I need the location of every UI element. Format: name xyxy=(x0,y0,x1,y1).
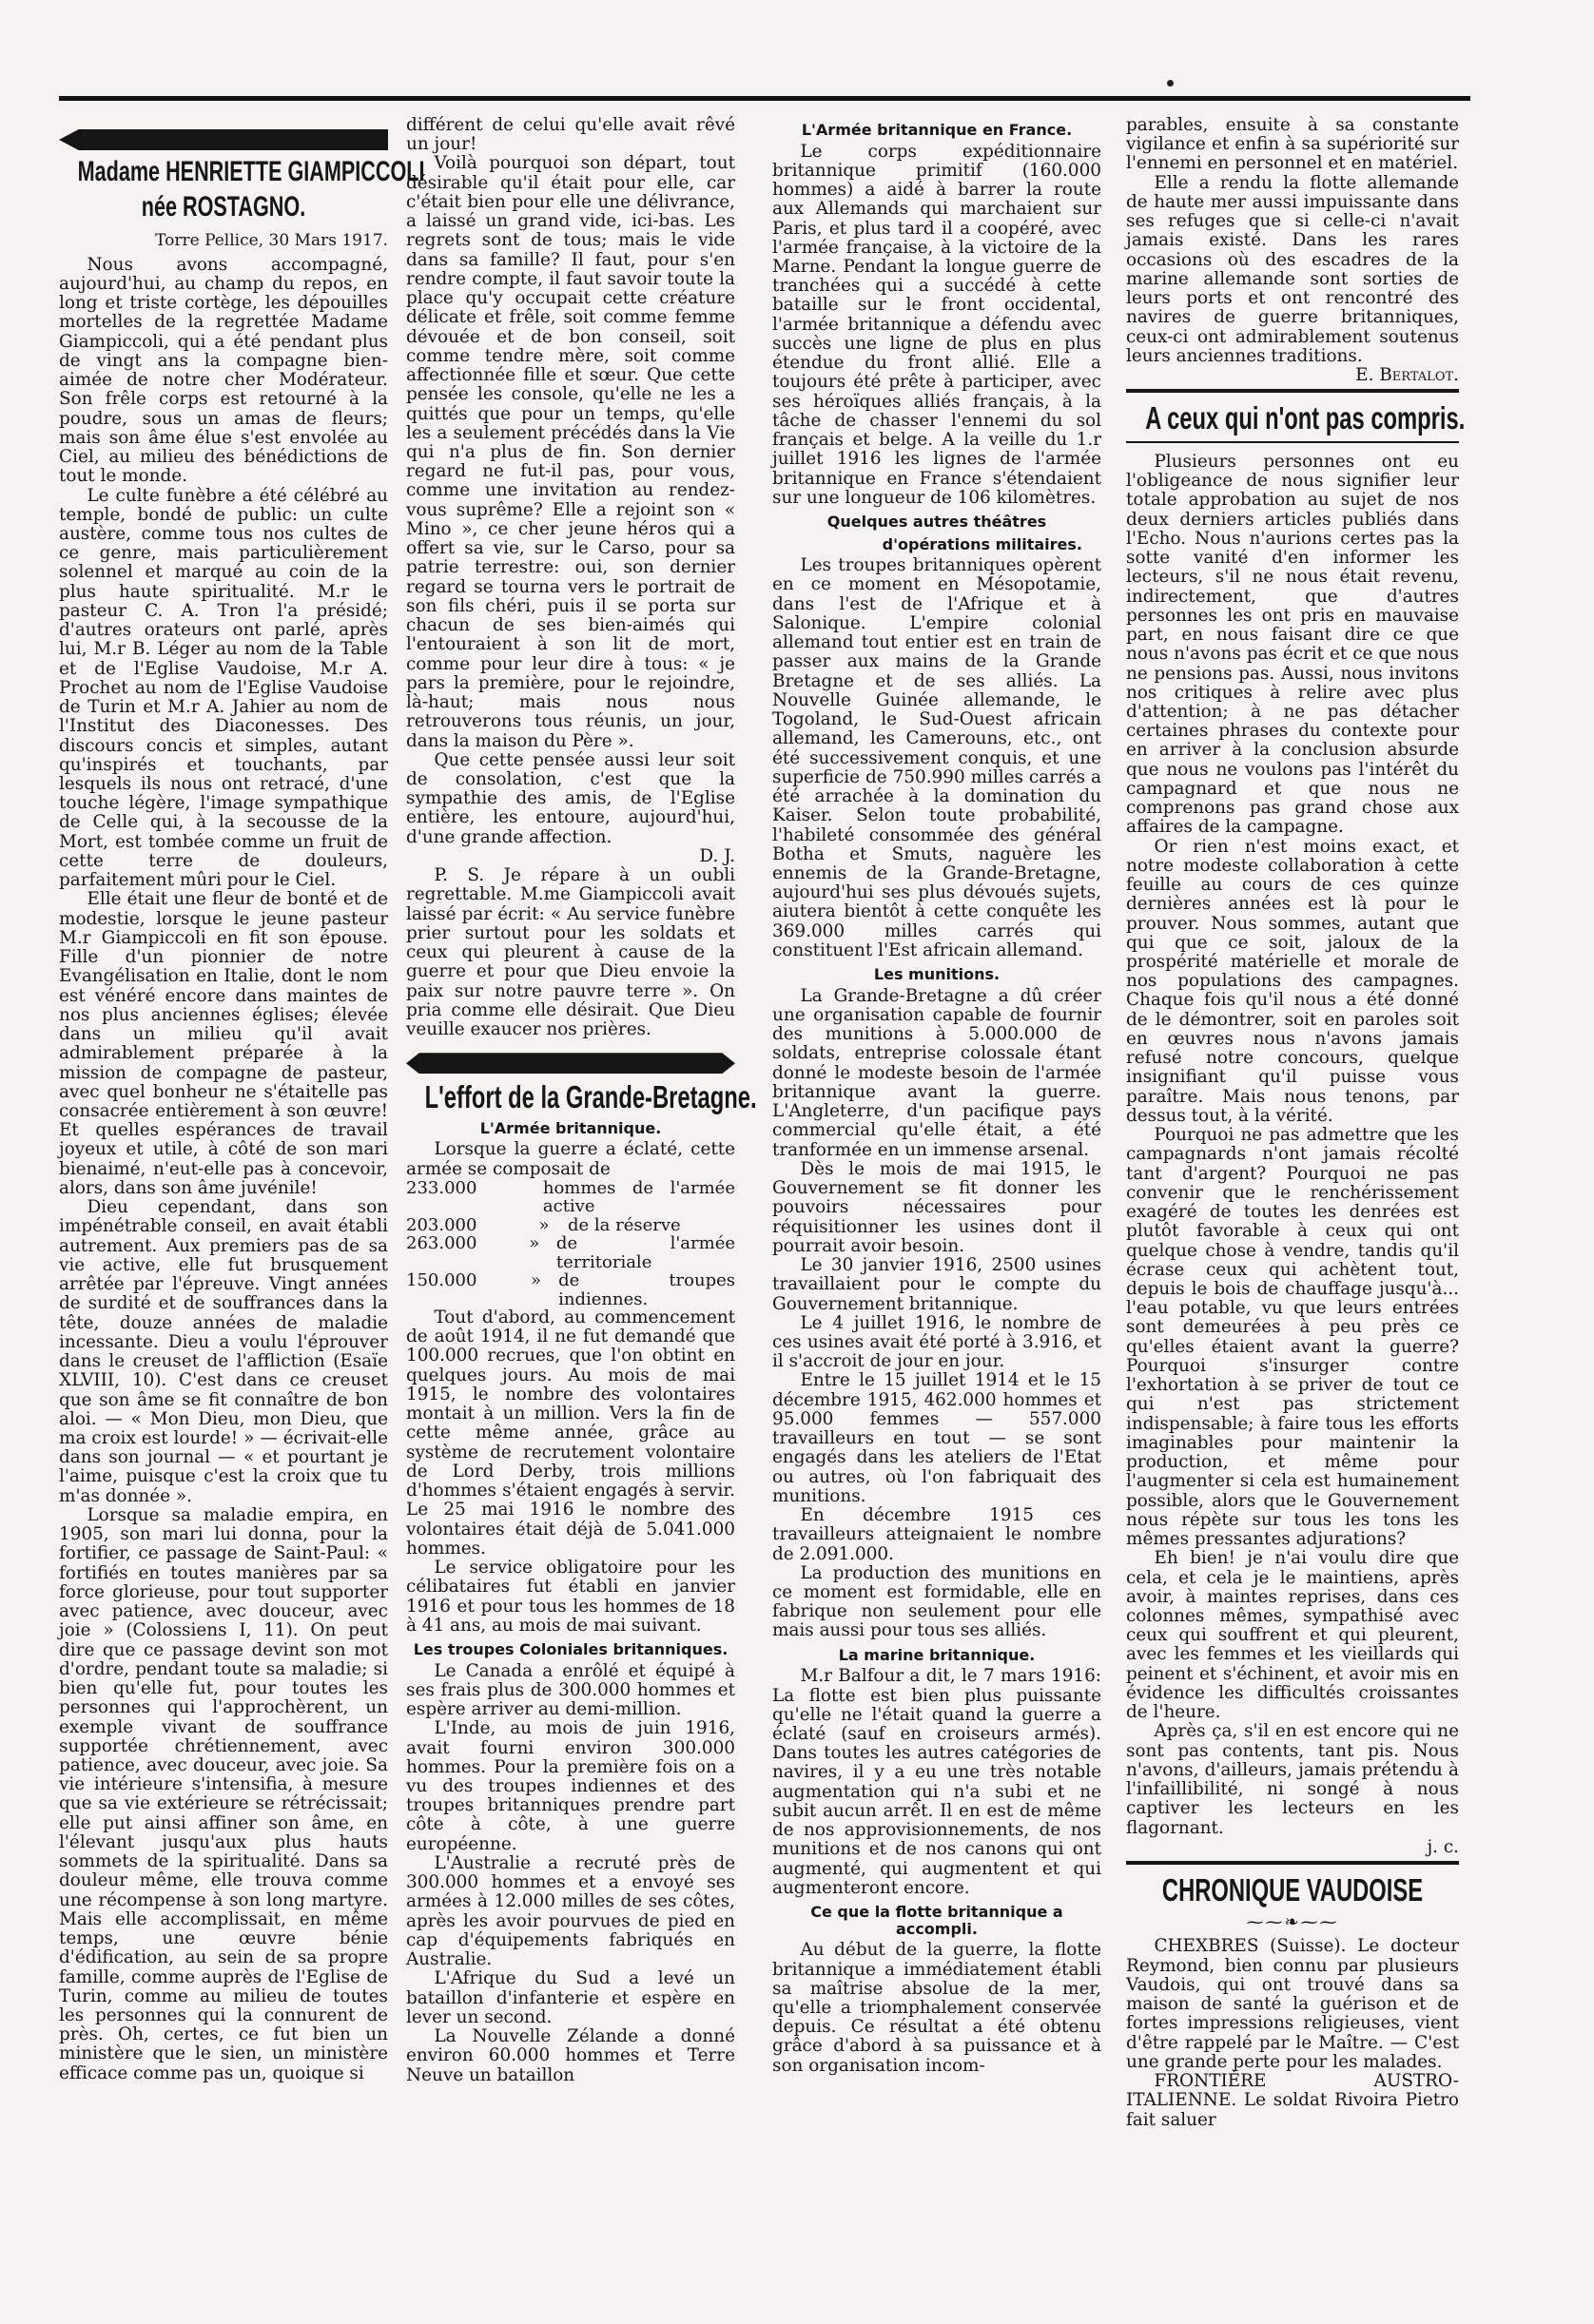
section-rule xyxy=(1126,1861,1459,1865)
chronique-title: CHRONIQUE VAUDOISE xyxy=(1161,1872,1424,1908)
top-rule xyxy=(59,96,1470,101)
column-2 xyxy=(406,115,757,2085)
article-title-grande-bretagne: L'effort de la Grande-Bretagne. xyxy=(424,1079,757,1115)
paragraph: Le service obligatoire pour les célibataires fut établi en janvier 1916 et pour tous les hommes de 18 à 41 ans, au mois de mai suivant. xyxy=(406,1558,735,1636)
dateline: Torre Pellice, 30 Mars 1917. xyxy=(155,231,388,250)
signature: E. Bertalot. xyxy=(1355,365,1459,386)
paragraph: Plusieurs personnes ont eu l'obligeance de nous signifier leur totale approbation au sujet de nos deux derniers articles publiés dans l'Echo. Nous n'aurions certes pas la sotte vanité d'en informer les lecteurs, s'il ne nous était revenu, indirectement, que d'autres personnes les ont pris en mauvaise part, en nous faisant dire ce que nous n'avons pas écrit et ce que nous ne pensions pas. Aussi, nous invitons nos critiques à relire avec plus d'attention; à ne pas détacher certaines phrases du contexte pour en arriver à la conclusion absurde que nous ne voulons pas l'intérêt du campagnard et que nous ne comprenons pas grand chose aux affaires de la campagne. xyxy=(1126,451,1459,838)
paragraph: Elle était une fleur de bonté et de modestie, lorsque le jeune pasteur M.r Giampiccoli en fit son épouse. Fille d'un pionnier de notre Evangélisation en Italie, dont le nom est vénéré encore dans maintes de nos plus anciennes églises; élevée dans un milieu qu'il avait admirablement préparée à la mission de compagne de pasteur, avec quel bonheur ne s'étaitelle pas consacrée entièrement à son œuvre! Et quelles espérances de travail joyeux et utile, à côté de son mari bienaimé, n'eut-elle pas à concevoir, alors, dans son âme juvénile! xyxy=(59,889,388,1198)
obituary-title: Madame HENRIETTE GIAMPICCOLI xyxy=(77,156,425,187)
paragraph: Le corps expéditionnaire britannique primitif (160.000 hommes) a aidé à barrer la route aux Allemands qui marchaient sur Paris, et plus tard il a coopéré, avec l'armée française, à la victoire de la Marne. Pendant la longue guerre de tranchées qui a succédé à cette bataille sur le front occidental, l'armée britannique a défendu avec succès une ligne de plus en plus étendue du front allié. Elle a toujours été prête à participer, avec ses héroïques alliés français, à la tâche de chasser l'ennemi du sol français et belge. A la veille du 1.r juillet 1916 les lignes de l'armée britannique en France s'étendaient sur une longueur de 106 kilomètres. xyxy=(772,141,1101,508)
paragraph: Dieu cependant, dans son impénétrable conseil, en avait établi autrement. Aux premiers pas de sa vie active, elle fut brusquement arrêtée par l'épreuve. Vingt années de surdité et de souffrances dans la tête, douze années de maladie incessante. Dieu a voulu l'éprouver dans le creuset de l'affliction (Esaïe XLVIII, 10). C'est dans ce creuset que son âme se fit connaître de bon aloi. — « Mon Dieu, mon Dieu, que ma croix est lourde! » — écrivait-elle dans son journal — « et pourtant je l'aime, puisque c'est la croix que tu m'as donnée ». xyxy=(59,1197,388,1506)
paragraph: L'Inde, au mois de juin 1916, avait fourni environ 300.000 hommes. Pour la première fois on a vu des troupes indiennes et des troupes britanniques prendre part côte à côte, à une guerre européenne. xyxy=(406,1718,735,1854)
column-1 xyxy=(59,116,425,2083)
paragraph: Dès le mois de mai 1915, le Gouvernement se fit donner les pouvoirs nécessaires pour réquisitionner les usines dont il pourrait avoir besoin. xyxy=(772,1158,1101,1256)
paragraph: FRONTIÈRE AUSTRO-ITALIENNE. Le soldat Rivoira Pietro fait saluer xyxy=(1126,2071,1459,2130)
paragraph: Après ça, s'il en est encore qui ne sont pas contents, tant pis. Nous n'avons, d'ailleurs, jamais prétendu à l'infaillibilité, ni songé à nous captiver les lecteurs en les flagornant. xyxy=(1126,1721,1459,1838)
paragraph: Lorsque la guerre a éclaté, cette armée se composait de xyxy=(406,1139,735,1179)
paragraph: En décembre 1915 ces travailleurs atteignaient le nombre de 2.091.000. xyxy=(772,1505,1101,1564)
section-rule xyxy=(1126,389,1459,393)
section-heading: d'opérations militaires. xyxy=(882,534,1082,553)
column-4 xyxy=(1126,115,1466,2130)
paragraph: différent de celui qu'elle avait rêvé un jour! xyxy=(406,115,735,155)
section-heading: Les troupes Coloniales britanniques. xyxy=(413,1640,729,1658)
paragraph: Eh bien! je n'ai voulu dire que cela, et cela je le maintiens, après avoir, à maintes reprises, dans ces colonnes mêmes, sympathisé avec ceux qui souffrent et qui pleurent, avec les femmes et les vieillards qui peinent et s'échinent, et avoir mis en évidence les difficultés croissantes de l'heure. xyxy=(1126,1548,1459,1723)
paragraph: Au début de la guerre, la flotte britannique a immédiatement établi sa maîtrise absolue de la mer, qu'elle a triomphalement conservée depuis. Ce résultat a été obtenu grâce d'abord à sa puissance et à son organisation incom- xyxy=(772,1940,1101,2076)
section-heading: L'Armée britannique. xyxy=(479,1118,662,1137)
paragraph: Or rien n'est moins exact, et notre modeste collaboration à cette feuille au cours de ces quinze dernières années est là pour le prouver. Nous sommes, autant que qui que ce soit, jaloux de la prospérité matérielle et morale de nos populations des campagnes. Chaque fois qu'il nous a été donné de le démontrer, soit en paroles soit en œuvres nous n'avons jamais refusé notre concours, quelque insignifiant qu'il puisse vous paraître. Mais nous tenons, par dessus tout, à la vérité. xyxy=(1126,836,1459,1126)
army-row: 263.000 » de l'armée territoriale xyxy=(406,1233,735,1272)
obituary-subtitle: née ROSTAGNO. xyxy=(141,191,306,223)
signature-initials: j. c. xyxy=(1427,1836,1459,1857)
column-3 xyxy=(772,116,1101,2076)
paragraph: Les troupes britanniques opèrent en ce moment en Mésopotamie, dans l'est de l'Afrique et à Salonique. L'empire colonial allemand tout entier est en train de passer aux mains de la Grande Bretagne et de ses alliés. La Nouvelle Guinée allemande, le Togoland, le Sud-Ouest africain allemand, les Camerouns, etc., ont été successivement conquis, et une superficie de 750.990 milles carrés a été arrachée à la domination du Kaiser. Selon toute probabilité, l'habileté consommée des général Botha et Smuts, naguère les ennemis de la Grande-Bretagne, aujourd'hui ses plus dévoués sujets, aiutera bientôt à cette conquête les 369.000 milles carrés qui constituent l'Est africain allemand. xyxy=(772,555,1101,960)
paragraph: Le culte funèbre a été célébré au temple, bondé de public: un culte austère, comme tous nos cultes de ce genre, mais particulièrement solennel et marqué au coin de la plus haute spiritualité. M.r le pasteur C. A. Tron l'a présidé; d'autres orateurs ont parlé, après lui, M.r B. Léger au nom de la Table et de l'Eglise Vaudoise, M.r A. Prochet au nom de l'Eglise Vaudoise de Turin et M.r A. Jahier au nom de l'Institut des Diaconesses. Des discours concis et simples, autant qu'inspirés et touchants, par lesquels ils nous ont retracé, d'une touche légère, l'image sympathique de Celle qui, à la secousse de la Mort, est tombée comme un fruit de cette terre de douleurs, parfaitement mûri pour le Ciel. xyxy=(59,485,388,891)
ornament-divider: ⁓⁓❧⁓⁓ xyxy=(1246,1911,1339,1932)
paragraph-postscript: P. S. Je répare à un oubli regrettable. M.me Giampiccoli avait laissé par écrit: « Au service funèbre prier surtout pour les soldats et ceux qui pleurent à cause de la guerre et pour que Dieu envoie la paix sur notre pauvre terre ». On pria comme elle désirait. Que Dieu veuille exaucer nos prières. xyxy=(406,865,735,1040)
paragraph: Que cette pensée aussi leur soit de consolation, c'est que la sympathie des amis, de l'Eglise entière, les entoure, aujourd'hui, d'une grande affection. xyxy=(406,749,735,847)
paragraph: parables, ensuite à sa constante vigilance et enfin à sa supériorité sur l'ennemi en personnel et en matériel. xyxy=(1126,115,1459,174)
army-row: 203.000 » de la réserve xyxy=(406,1214,681,1235)
paragraph: L'Australie a recruté près de 300.000 hommes et a envoyé ses armées à 12.000 milles de ses côtes, après les avoir pourvues de pied en cap d'équipements fabriqués en Australie. xyxy=(406,1852,735,1970)
paragraph: Nous avons accompagné, aujourd'hui, au champ du repos, en long et triste cortège, les dépouilles mortelles de la regrettée Madame Giampiccoli, qui a été pendant plus de vingt ans la compagne bien-aimée de notre cher Modérateur. Son frêle corps est retourné à la poudre, sous un amas de fleurs; mais son âme élue s'est envolée au Ciel, au milieu des bénédictions de tout le monde. xyxy=(59,254,388,487)
paragraph: M.r Balfour a dit, le 7 mars 1916: La flotte est bien plus puissante qu'elle ne l'était quand la guerre a éclaté (sauf en croiseurs armés). Dans toutes les autres catégories de navires, il y a eu une très notable augmentation qui n'a subi et ne subit aucun arrêt. Il en est de même de nos approvisionnements, de nos munitions et de nos canons qui ont augmenté, qui augmentent et qui augmenteront encore. xyxy=(772,1666,1101,1898)
section-heading: La marine britannique. xyxy=(838,1645,1036,1664)
paragraph: Le Canada a enrôlé et équipé à ses frais plus de 300.000 hommes et espère arriver au demi-million. xyxy=(406,1660,735,1720)
page-dot xyxy=(1167,80,1174,87)
paragraph: L'Afrique du Sud a levé un bataillon d'infanterie et espère en lever un second. xyxy=(406,1968,735,2027)
paragraph: Le 4 juillet 1916, le nombre de ces usines avait été porté à 3.916, et il s'accroit de jour en jour. xyxy=(772,1312,1101,1372)
army-row: 233.000 hommes de l'armée active xyxy=(406,1177,735,1217)
section-rule xyxy=(1126,441,1459,443)
section-banner xyxy=(406,1053,735,1074)
paragraph: Elle a rendu la flotte allemande de haute mer aussi impuissante dans ses refuges que si celle-ci n'avait jamais existé. Dans les rares occasions où des escadres de la marine allemande sont sorties de leurs ports et ont rencontré des navires de guerre britanniques, ceux-ci ont admirablement soutenus leurs anciennes traditions. xyxy=(1126,172,1459,366)
army-table xyxy=(406,1179,735,1308)
signature-initials: D. J. xyxy=(699,845,735,866)
paragraph: La Nouvelle Zélande a donné environ 60.000 hommes et Terre Neuve un bataillon xyxy=(406,2026,735,2085)
paragraph: Pourquoi ne pas admettre que les campagnards n'ont jamais récolté tant d'argent? Pourquoi ne pas convenir que le renchérissement exagéré de toutes les denrées est plutôt favorable à ceux qui ont quelque chose à vendre, tandis qu'il écrase ceux qui achètent tout, depuis le bois de chauffage jusqu'à... l'eau potable, vu que leurs entrées sont demeurées à peu près ce qu'elles étaient avant la guerre? Pourquoi s'insurger contre l'exhortation à se priver de tout ce qui n'est pas strictement indispensable; à faire tous les efforts imaginables pour maintenir la production, et même pour l'augmenter si cela est humainement possible, alors que le Gouvernement nous répète sur tous les tons les mêmes pressantes adjurations? xyxy=(1126,1125,1459,1550)
section-heading: Quelques autres théâtres xyxy=(826,513,1047,532)
section-heading: Les munitions. xyxy=(873,965,1001,984)
paragraph: CHEXBRES (Suisse). Le docteur Reymond, bien connu par plusieurs Vaudois, qui ont trouvé dans sa maison de santé la guérison et de fortes impressions religieuses, vient d'être rappelé par le Maître. — C'est une grande perte pour les malades. xyxy=(1126,1936,1459,2072)
paragraph: La Grande-Bretagne a dû créer une organisation capable de fournir des munitions à 5.000.000 de soldats, entreprise colossale étant donné le modeste besoin de l'armée britannique avant la guerre. L'Angleterre, d'un pacifique pays commercial qu'elle était, a été tranformée en un immense arsenal. xyxy=(772,985,1101,1160)
paragraph: Lorsque sa maladie empira, en 1905, son mari lui donna, pour la fortifier, ce passage de Saint-Paul: « fortifiés en toutes manières par sa force glorieuse, pour tout supporter avec patience, avec douceur, avec joie » (Colossiens I, 11). On peut dire que ce passage devint son mot d'ordre, pendant toute sa maladie; si bien qu'elle fut, pour toutes les personnes qui l'approchèrent, un exemple vivant de souffrance supportée chrétiennement, avec patience, avec douceur, avec joie. Sa vie intérieure s'intensifia, à mesure que sa vie extérieure se rétrécissait; elle put ainsi affiner son âme, en l'élevant jusqu'aux plus hauts sommets de la spiritualité. Dans sa douleur même, elle trouva comme une récompense à son long martyre. Mais elle accomplissait, en même temps, une œuvre bénie d'édification, au sein de sa propre famille, comme auprès de l'Eglise de Turin, comme au milieu de toutes les personnes qui la connurent de près. Oh, certes, ce fut bien un ministère que le sien, un ministère efficace comme pas un, quoique si xyxy=(59,1504,388,2083)
paragraph: Entre le 15 juillet 1914 et le 15 décembre 1915, 462.000 hommes et 95.000 femmes — 557.000 travailleurs en tout — se sont engagés dans les ateliers de l'Etat ou autres, où l'on fabriquait des munitions. xyxy=(772,1370,1101,1506)
paragraph: Voilà pourquoi son départ, tout désirable qu'il était pour elle, car c'était bien pour elle une délivrance, a laissé un grand vide, ici-bas. Les regrets sont de tous; mais le vide dans sa famille? Il faut, pour s'en rendre compte, il faut savoir toute la place qu'y occupait cette créature délicate et frêle, soit comme femme dévouée et de bon conseil, soit comme tendre mère, soit comme affectionnée fille et sœur. Que cette pensée les console, qu'elle ne les a quittés que pour un temps, qu'elle les a seulement précédés dans la Vie qui n'a plus de fin. Son dernier regard ne fut-il pas, pour vous, comme une invitation au rendez-vous suprême? Elle a rejoint son « Mino », ce cher jeune héros qui a offert sa vie, sur le Carso, pour sa patrie terrestre: oui, son dernier regard se tourna vers le portrait de son fils chéri, puis il se porta sur chacun de ses bien-aimés qui l'entouraient à son lit de mort, comme pour leur dire à tous: « je pars la première, pour le rejoindre, là-haut; mais nous nous retrouverons tous réunis, un jour, dans la maison du Père ». xyxy=(406,153,735,751)
paragraph: Le 30 janvier 1916, 2500 usines travaillaient pour le compte du Gouvernement britannique. xyxy=(772,1255,1101,1314)
paragraph: La production des munitions en ce moment est formidable, elle en fabrique non seulement pour elle mais aussi pour tous ses alliés. xyxy=(772,1562,1101,1641)
section-heading: L'Armée britannique en France. xyxy=(801,121,1073,139)
paragraph: Tout d'abord, au commencement de août 1914, il ne fut demandé que 100.000 recrues, que l'on obtint en quelques jours. Au mois de mai 1915, le nombre des volontaires montait à un million. Vers la fin de cette même année, grâce au système de recrutement volontaire de Lord Derby, trois millions d'hommes s'étaient engagés à servir. Le 25 mai 1916 le nombre des volontaires était déjà de 5.041.000 hommes. xyxy=(406,1307,735,1559)
section-heading: Ce que la flotte britannique a accompli. xyxy=(810,1903,1063,1938)
army-row: 150.000 » de troupes indiennes. xyxy=(406,1270,735,1309)
article-title-ceux-qui: A ceux qui n'ont pas compris. xyxy=(1145,400,1466,436)
obituary-banner xyxy=(59,129,388,150)
